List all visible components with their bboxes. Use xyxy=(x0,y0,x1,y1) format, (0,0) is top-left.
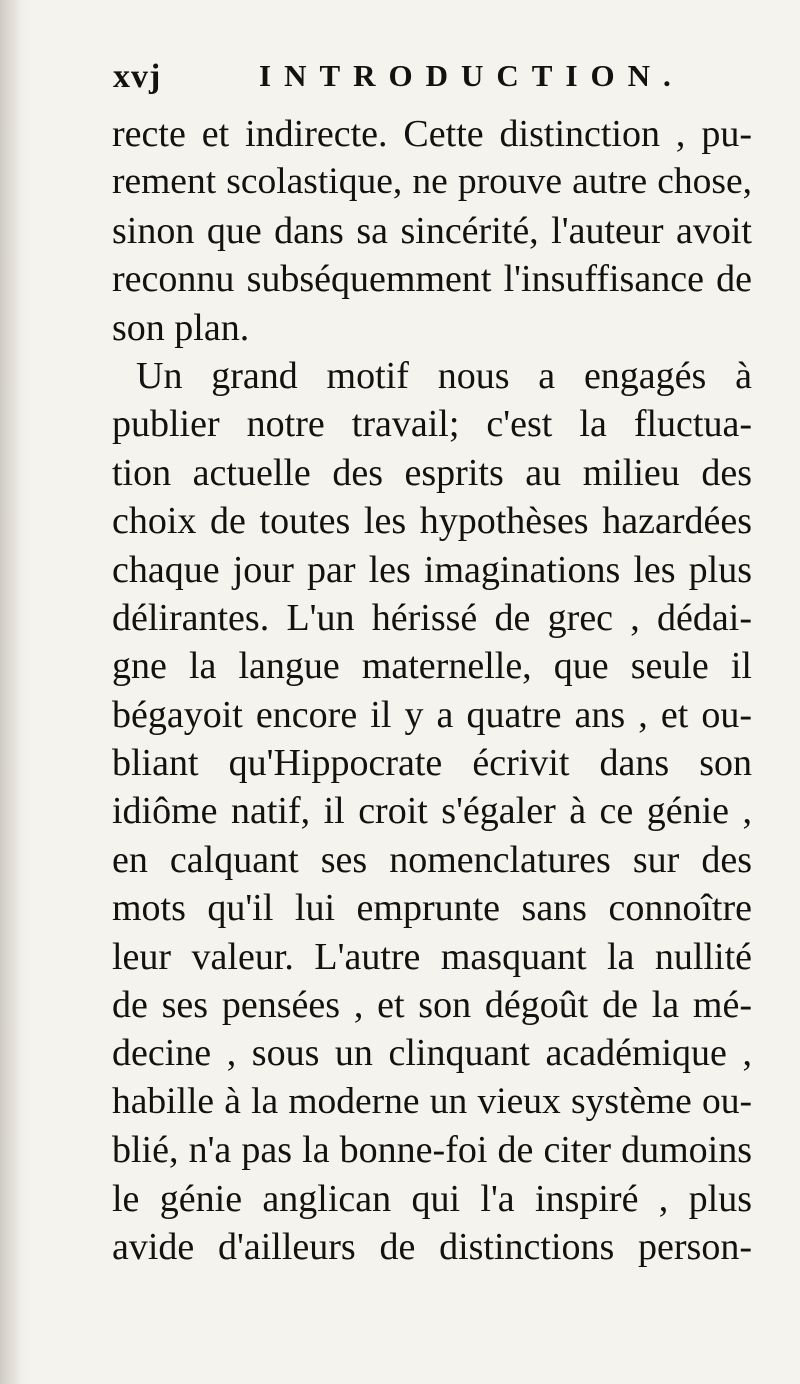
text-line: délirantes. L'un hérissé de grec , dédai- xyxy=(112,596,752,639)
body-text xyxy=(112,110,752,1271)
text-line: Un grand motif nous a engagés à xyxy=(136,354,752,397)
text-line: avide d'ailleurs de distinctions person- xyxy=(112,1225,752,1268)
text-line: en calquant ses nomenclatures sur des xyxy=(112,838,752,881)
text-line: recte et indirecte. Cette distinction , pu- xyxy=(112,113,752,155)
text-line: gne la langue maternelle, que seule il xyxy=(112,645,752,688)
text-line: decine , sous un clinquant académique , xyxy=(112,1032,752,1075)
text-line: blié, n'a pas la bonne-foi de citer dumoins xyxy=(112,1129,752,1172)
text-line: tion actuelle des esprits au milieu des xyxy=(112,451,752,494)
text-line: le génie anglican qui l'a inspiré , plus xyxy=(112,1177,752,1220)
text-line: de ses pensées , et son dégoût de la mé- xyxy=(112,984,752,1027)
running-head-title: INTRODUCTION. xyxy=(259,58,684,93)
text-line: habille à la moderne un vieux système ou- xyxy=(112,1080,752,1122)
text-line: leur valeur. L'autre masquant la nullité xyxy=(112,935,752,978)
running-head xyxy=(113,58,733,108)
text-line: choix de toutes les hypothèses hazardées xyxy=(112,500,752,543)
page-gutter-shadow xyxy=(0,0,22,1384)
text-line: bégayoit encore il y a quatre ans , et ou- xyxy=(112,693,752,736)
text-line: mots qu'il lui emprunte sans connoître xyxy=(112,887,752,930)
text-line: idiôme natif, il croit s'égaler à ce génie , xyxy=(112,790,752,833)
text-line: bliant qu'Hippocrate écrivit dans son xyxy=(112,742,752,785)
text-line: chaque jour par les imaginations les plus xyxy=(112,548,752,591)
text-line: publier notre travail; c'est la fluctua- xyxy=(112,403,752,446)
text-line: son plan. xyxy=(112,306,250,349)
page-number: xvj xyxy=(113,58,162,95)
text-line: sinon que dans sa sincérité, l'auteur avoit xyxy=(112,209,752,252)
text-line: rement scolastique, ne prouve autre chose, xyxy=(112,161,752,203)
text-line: reconnu subséquemment l'insuffisance de xyxy=(112,258,752,301)
